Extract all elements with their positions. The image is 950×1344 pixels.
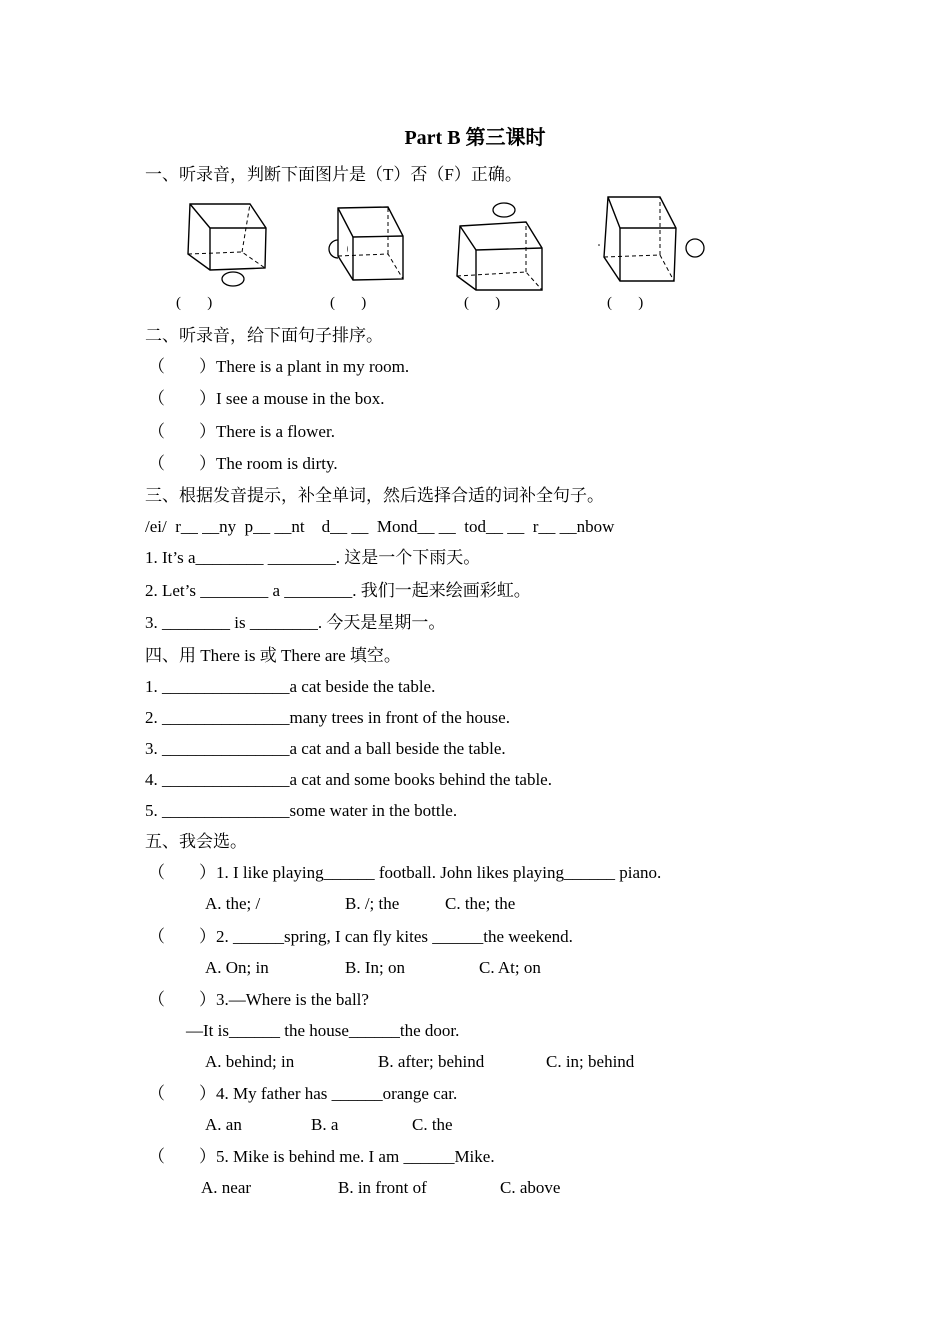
list-item[interactable]: 1. It’s a________ ________. 这是一个下雨天。 bbox=[145, 548, 481, 567]
box-ball-left-icon bbox=[325, 202, 410, 284]
section-three-heading: 三、根据发音提示，补全单词，然后选择合适的词补全句子。 bbox=[145, 486, 604, 505]
box-ball-above-icon bbox=[452, 198, 548, 294]
question-3-answer-line[interactable]: —It is______ the house______the door. bbox=[186, 1021, 460, 1040]
q2-option-a[interactable]: A. On; in bbox=[205, 958, 269, 977]
list-item[interactable]: （ ）I see a mouse in the box. bbox=[148, 389, 385, 408]
list-item[interactable]: （ ）There is a plant in my room. bbox=[148, 357, 410, 376]
section-one-heading: 一、听录音，判断下面图片是（T）否（F）正确。 bbox=[145, 165, 522, 184]
list-item[interactable]: （ ）There is a flower. bbox=[148, 422, 335, 441]
q2-option-c[interactable]: C. At; on bbox=[479, 958, 541, 977]
section-two-heading: 二、听录音，给下面句子排序。 bbox=[145, 326, 383, 345]
q4-option-c[interactable]: C. the bbox=[412, 1115, 453, 1134]
q4-option-a[interactable]: A. an bbox=[205, 1115, 242, 1134]
q1-option-c[interactable]: C. the; the bbox=[445, 894, 516, 913]
answer-mark-2[interactable]: ( ) bbox=[330, 295, 367, 311]
answer-mark-3[interactable]: ( ) bbox=[464, 295, 501, 311]
list-item[interactable]: 3. _______________a cat and a ball beside the table. bbox=[145, 739, 506, 758]
list-item[interactable]: 3. ________ is ________. 今天是星期一。 bbox=[145, 613, 446, 632]
answer-mark-4[interactable]: ( ) bbox=[607, 295, 644, 311]
q5-option-a[interactable]: A. near bbox=[201, 1178, 252, 1197]
list-item[interactable]: 5. _______________some water in the bottle. bbox=[145, 801, 458, 820]
box-ball-below-icon bbox=[180, 196, 275, 292]
section-four-heading: 四、用 There is 或 There are 填空。 bbox=[145, 646, 401, 665]
section-five-heading: 五、我会选。 bbox=[145, 832, 247, 851]
q5-option-b[interactable]: B. in front of bbox=[338, 1178, 427, 1197]
q3-option-c[interactable]: C. in; behind bbox=[546, 1052, 635, 1071]
page-title: Part B 第三课时 bbox=[404, 127, 546, 149]
question-4[interactable]: （ ）4. My father has ______orange car. bbox=[148, 1084, 458, 1103]
list-item[interactable]: 2. _______________many trees in front of the house. bbox=[145, 708, 510, 727]
q1-option-b[interactable]: B. /; the bbox=[345, 894, 400, 913]
box-ball-right-icon bbox=[596, 193, 708, 285]
q1-option-a[interactable]: A. the; / bbox=[205, 894, 261, 913]
q3-option-b[interactable]: B. after; behind bbox=[378, 1052, 485, 1071]
question-3[interactable]: （ ）3.—Where is the ball? bbox=[148, 990, 369, 1009]
q5-option-c[interactable]: C. above bbox=[500, 1178, 561, 1197]
list-item[interactable]: 2. Let’s ________ a ________. 我们一起来绘画彩虹。 bbox=[145, 581, 531, 600]
q2-option-b[interactable]: B. In; on bbox=[345, 958, 405, 977]
question-2[interactable]: （ ）2. ______spring, I can fly kites ______the weekend. bbox=[148, 927, 573, 946]
list-item[interactable]: 1. _______________a cat beside the table. bbox=[145, 677, 436, 696]
question-5[interactable]: （ ）5. Mike is behind me. I am ______Mike. bbox=[148, 1147, 495, 1166]
answer-mark-1[interactable]: ( ) bbox=[176, 295, 213, 311]
question-1[interactable]: （ ）1. I like playing______ football. John likes playing______ piano. bbox=[148, 863, 662, 882]
phonics-prompt[interactable]: /ei/ r__ __ny p__ __nt d__ __ Mond__ __ tod__ __ r__ __nbow bbox=[145, 517, 615, 536]
q4-option-b[interactable]: B. a bbox=[311, 1115, 339, 1134]
list-item[interactable]: 4. _______________a cat and some books behind the table. bbox=[145, 770, 552, 789]
list-item[interactable]: （ ）The room is dirty. bbox=[148, 454, 338, 473]
q3-option-a[interactable]: A. behind; in bbox=[205, 1052, 295, 1071]
